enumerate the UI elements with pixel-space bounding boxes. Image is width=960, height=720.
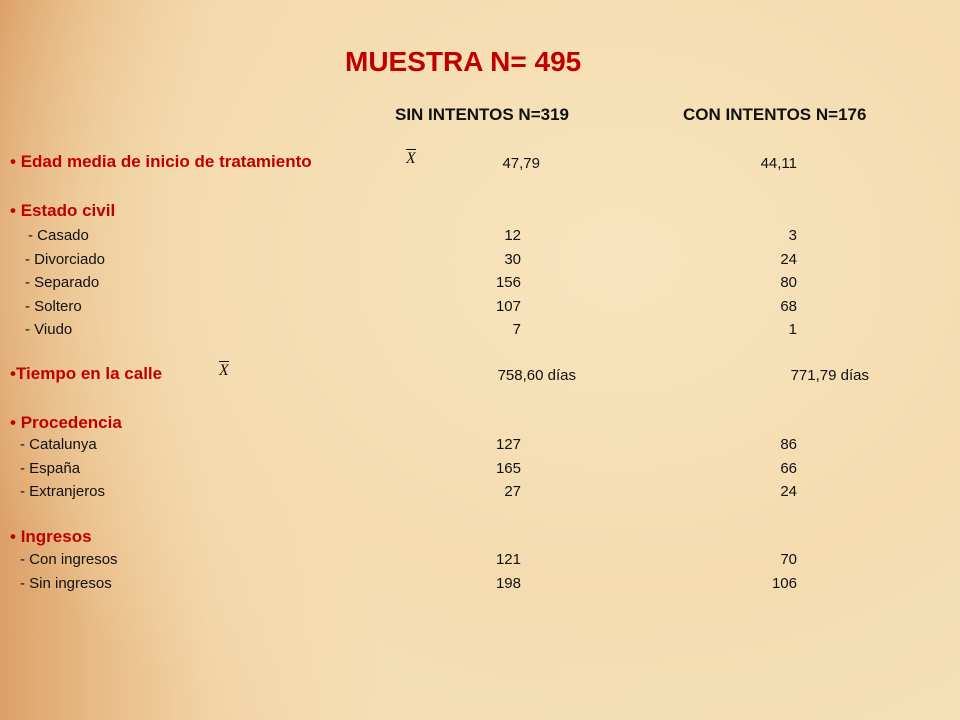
section-ingresos: [10, 527, 92, 547]
row-label: - Catalunya: [20, 436, 97, 453]
section-procedencia: [10, 413, 122, 433]
bullet-icon: •: [10, 364, 16, 383]
row-sin-value: 7: [512, 321, 521, 338]
section-procedencia-label: Procedencia: [20, 413, 122, 432]
mean-symbol-icon: X: [406, 150, 416, 167]
bullet-icon: •: [10, 527, 21, 546]
row-con-value: 86: [780, 436, 797, 453]
row-con-value: 70: [780, 551, 797, 568]
row-sin-value: 12: [504, 227, 521, 244]
section-estado-civil-label: Estado civil: [20, 201, 116, 220]
section-estado-civil: [10, 201, 115, 221]
edad-con-value: 44,11: [760, 155, 797, 172]
row-label: - Separado: [25, 274, 100, 291]
row-con-value: 1: [788, 321, 797, 338]
bullet-icon: •: [10, 201, 21, 220]
page-title: MUESTRA N= 495: [345, 46, 582, 77]
row-label: - España: [20, 459, 81, 477]
bullet-icon: •: [10, 152, 21, 171]
bullet-icon: •: [10, 413, 21, 432]
section-edad-label: Edad media de inicio de tratamiento: [20, 152, 312, 171]
row-label: - Divorciado: [25, 250, 106, 268]
row-con-value: 24: [780, 250, 797, 268]
edad-sin-value: 47,79: [502, 155, 540, 172]
section-ingresos-label: Ingresos: [20, 527, 92, 546]
row-con-value: 106: [771, 574, 797, 592]
row-sin-value: 156: [495, 274, 521, 291]
column-header-sin-intentos: SIN INTENTOS N=319: [395, 105, 569, 124]
row-sin-value: 121: [495, 551, 521, 568]
row-label: - Extranjeros: [20, 483, 106, 500]
row-sin-value: 107: [495, 297, 521, 315]
row-sin-value: 30: [504, 250, 521, 268]
row-label: - Soltero: [25, 297, 82, 315]
tiempo-sin-value: 758,60 días: [497, 367, 576, 384]
row-con-value: 66: [780, 459, 797, 477]
section-edad-media: [10, 152, 312, 172]
row-label: - Sin ingresos: [20, 574, 112, 592]
row-con-value: 68: [780, 297, 797, 315]
row-label: - Con ingresos: [20, 551, 118, 568]
section-tiempo-label: Tiempo en la calle: [15, 364, 163, 383]
row-sin-value: 27: [504, 483, 521, 500]
tiempo-con-value: 771,79 días: [790, 367, 869, 384]
row-con-value: 3: [788, 227, 797, 244]
section-tiempo-calle: [10, 364, 162, 384]
mean-symbol-icon: X: [219, 362, 229, 379]
row-label: - Viudo: [25, 321, 73, 338]
column-header-con-intentos: CON INTENTOS N=176: [683, 105, 867, 124]
row-sin-value: 198: [495, 574, 521, 592]
row-sin-value: 165: [495, 459, 521, 477]
row-label: - Casado: [28, 227, 89, 244]
row-con-value: 80: [780, 274, 797, 291]
row-sin-value: 127: [495, 436, 521, 453]
row-con-value: 24: [780, 483, 797, 500]
